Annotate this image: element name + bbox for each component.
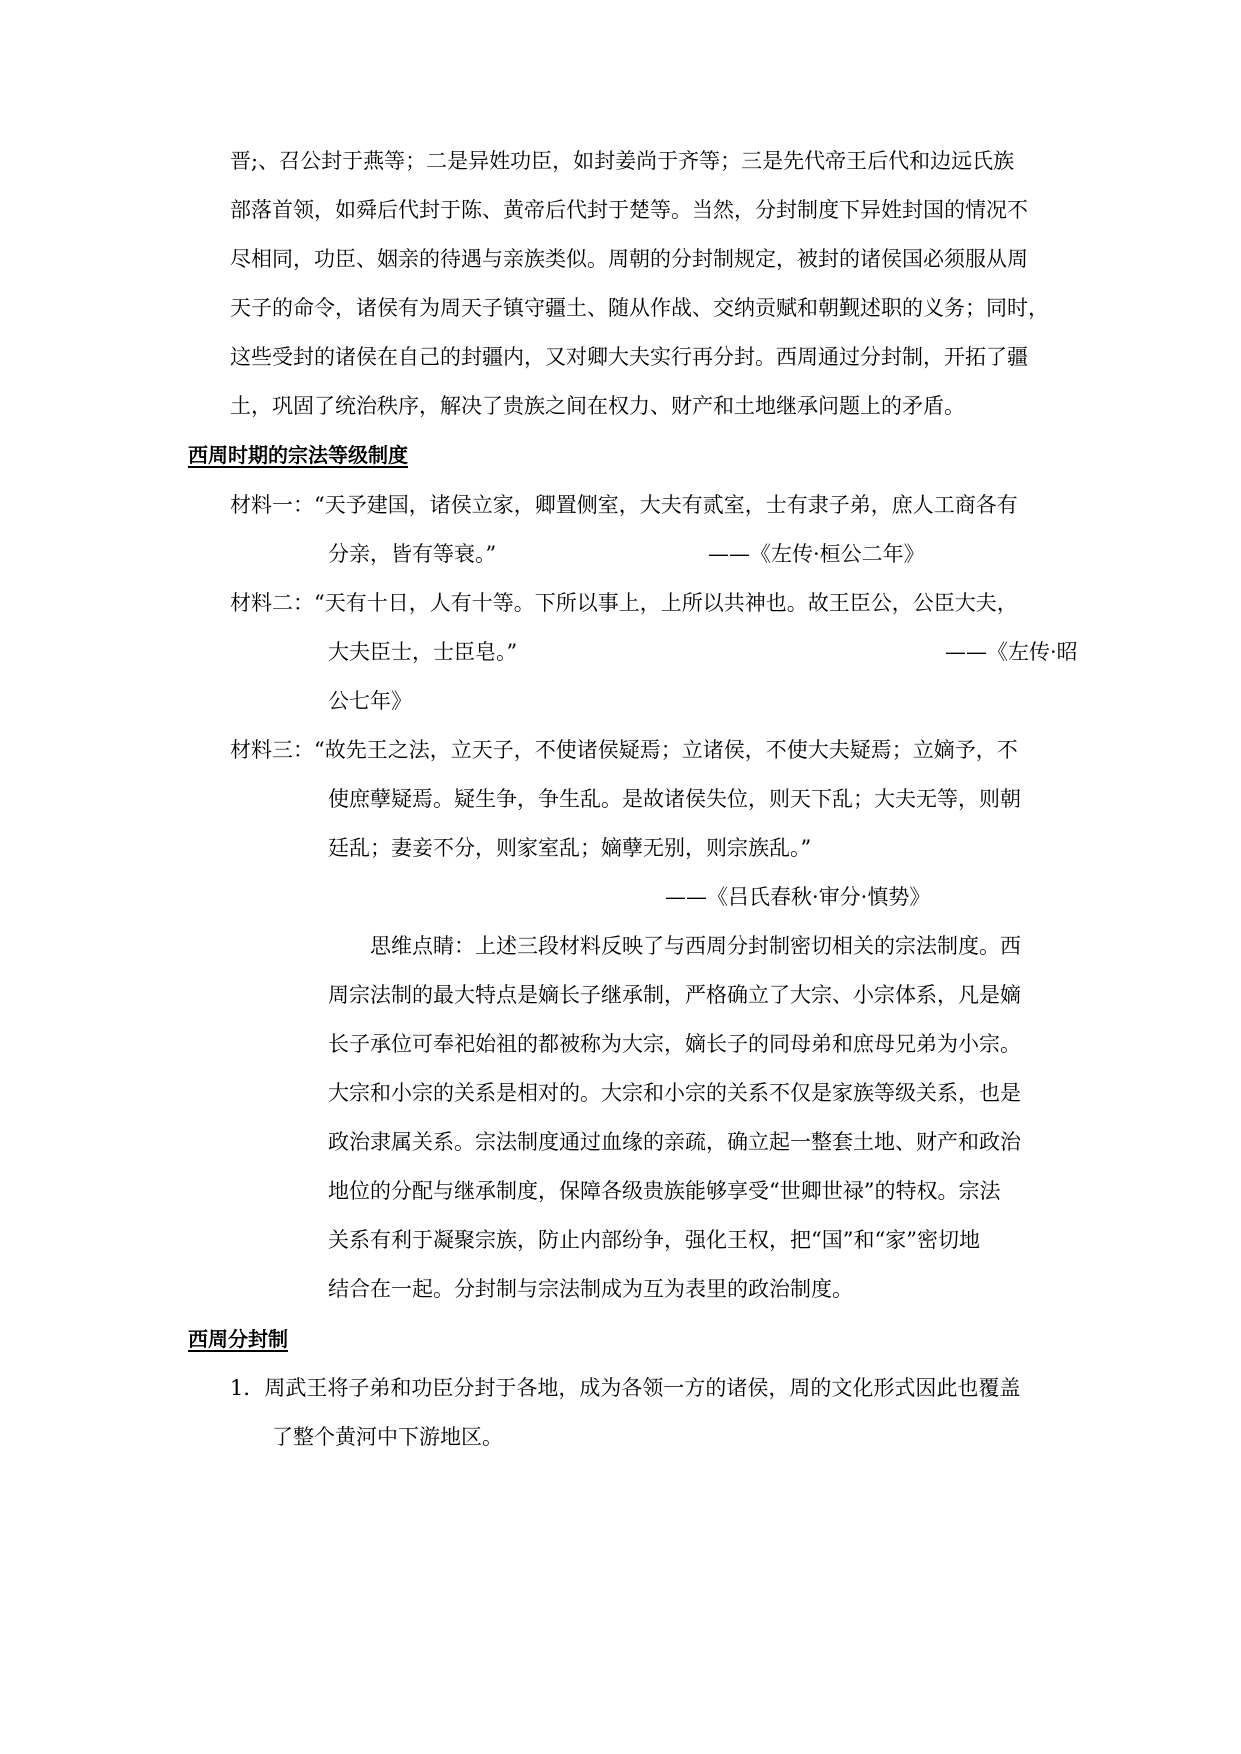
intro-line-6: 土，巩固了统治秩序，解决了贵族之间在权力、财产和土地继承问题上的矛盾。 — [230, 394, 965, 418]
intro-line-4: 天子的命令，诸侯有为周天子镇守疆土、随从作战、交纳贡赋和朝觐述职的义务；同时， — [230, 296, 1049, 320]
material-1-line-2: 分亲，皆有等衰。” — [328, 542, 497, 566]
intro-line-5: 这些受封的诸侯在自己的封疆内，又对卿大夫实行再分封。西周通过分封制，开拓了疆 — [230, 345, 1028, 369]
material-2-source-continued: 公七年》 — [328, 689, 412, 713]
thinking-line-7: 关系有利于凝聚宗族，防止内部纷争，强化王权，把“国”和“家”密切地 — [328, 1228, 980, 1252]
material-3-source: ——《吕氏春秋·审分·慎势》 — [665, 885, 931, 909]
material-1-source: ——《左传·桓公二年》 — [708, 542, 925, 566]
material-2-source: ——《左传·昭 — [945, 640, 1078, 664]
intro-line-1: 晋;、召公封于燕等；二是异姓功臣，如封姜尚于齐等；三是先代帝王后代和边远氏族 — [230, 149, 1015, 173]
list-item-1-line-2: 了整个黄河中下游地区。 — [272, 1425, 503, 1449]
thinking-line-4: 大宗和小宗的关系是相对的。大宗和小宗的关系不仅是家族等级关系，也是 — [328, 1081, 1021, 1105]
thinking-line-3: 长子承位可奉祀始祖的都被称为大宗，嫡长子的同母弟和庶母兄弟为小宗。 — [328, 1032, 1021, 1056]
list-item-1-line-1: 1．周武王将子弟和功臣分封于各地，成为各领一方的诸侯，周的文化形式因此也覆盖 — [230, 1376, 1021, 1400]
material-2-line-2: 大夫臣士，士臣皂。” — [328, 640, 518, 664]
thinking-line-6: 地位的分配与继承制度，保障各级贵族能够享受“世卿世禄”的特权。宗法 — [328, 1179, 1001, 1203]
section-heading-fenfeng: 西周分封制 — [188, 1327, 288, 1351]
thinking-line-5: 政治隶属关系。宗法制度通过血缘的亲疏，确立起一整套土地、财产和政治 — [328, 1130, 1021, 1154]
material-3-line-2: 使庶孽疑焉。疑生争，争生乱。是故诸侯失位，则天下乱；大夫无等，则朝 — [328, 787, 1021, 811]
section-heading-zongfa: 西周时期的宗法等级制度 — [188, 443, 408, 467]
material-1-line-1: 材料一：“天予建国，诸侯立家，卿置侧室，大夫有贰室，士有隶子弟，庶人工商各有 — [230, 493, 1018, 517]
thinking-line-2: 周宗法制的最大特点是嫡长子继承制，严格确立了大宗、小宗体系，凡是嫡 — [328, 983, 1021, 1007]
thinking-line-8: 结合在一起。分封制与宗法制成为互为表里的政治制度。 — [328, 1277, 853, 1301]
intro-line-2: 部落首领，如舜后代封于陈、黄帝后代封于楚等。当然，分封制度下异姓封国的情况不 — [230, 198, 1028, 222]
material-3-line-1: 材料三：“故先王之法，立天子，不使诸侯疑焉；立诸侯，不使大夫疑焉；立嫡予，不 — [230, 738, 1018, 762]
thinking-line-1: 思维点睛：上述三段材料反映了与西周分封制密切相关的宗法制度。西 — [370, 934, 1021, 958]
material-2-line-1: 材料二：“天有十日，人有十等。下所以事上，上所以共神也。故王臣公，公臣大夫， — [230, 591, 1018, 615]
intro-line-3: 尽相同，功臣、姻亲的待遇与亲族类似。周朝的分封制规定，被封的诸侯国必须服从周 — [230, 247, 1028, 271]
material-3-line-3: 廷乱；妻妾不分，则家室乱；嫡孽无别，则宗族乱。” — [328, 836, 812, 860]
